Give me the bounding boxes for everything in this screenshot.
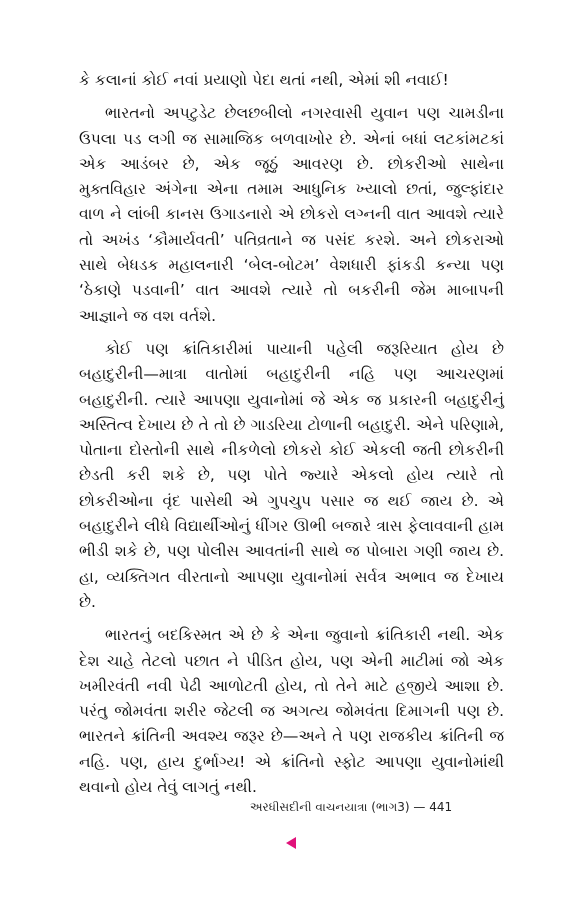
paragraph-1: કે કલાનાં કોઈ નવાં પ્રયાણો પેદા થતાં નથી, એમાં શી નવાઈ! xyxy=(79,71,449,89)
paragraph-4: ભારતનું બદકિસ્મત એ છે કે એના જુવાનો ક્રાંતિકારી નથી. એક દેશ ચાહે તેટલો પછાત ને પીડિત હોય, પણ એની માટીમાં જો એક ખમીરવંતી નવી પેઢી આળોટતી હોય, તો તેને માટે હજીયે આશા છે. પરંતુ જોમવંતા શરીર જેટલી જ અગત્ય જોમવંતા દિમાગની પણ છે. ભારતને ક્રાંતિની અવશ્ય જરૂર છે—અને તે પણ રાજકીય ક્રાંતિની જ નહિ. પણ, હાય દુર્ભાગ્ય! એ ક્રાંતિનો સ્ફોટ આપણા યુવાનોમાંથી થવાનો હોય તેવું લાગતું નથી. xyxy=(79,626,504,797)
previous-page-arrow-icon[interactable] xyxy=(286,837,296,849)
paragraph-2: ભારતનો અપટુડેટ છેલછબીલો નગરવાસી યુવાન પણ ચામડીના ઉપલા પડ લગી જ સામાજિક બળવાખોર છે. એનાં બધાં લટકાંમટકાં એક આડંબર છે, એક જૂઠું આવરણ છે. છોકરીઓ સાથેના મુક્તવિહાર અંગેના એના તમામ આધુનિક ખ્યાલો છતાં, જુલ્ફાંદાર વાળ ને લાંબી કાનસ ઉગાડનારો એ છોકરો લગ્નની વાત આવશે ત્યારે તો અખંડ ‘કૌમાર્યવતી’ પતિવ્રતાને જ પસંદ કરશે. અને છોકરાઓ સાથે બેધડક મહાલનારી ‘બેલ-બોટમ’ વેશધારી ફાંકડી કન્યા પણ ‘ઠેકાણે પડવાની’ વાત આવશે ત્યારે તો બકરીની જેમ માબાપની આજ્ઞાને જ વશ વર્તશે. xyxy=(79,104,504,325)
body-text xyxy=(79,68,504,800)
page-footer xyxy=(0,800,582,815)
footer-text: અરધીસદીની વાચનયાત્રા (ભાગ3) — 441 xyxy=(249,800,453,814)
paragraph-3: કોઈ પણ ક્રાંતિકારીમાં પાયાની પહેલી જરૂરિયાત હોય છે બહાદુરીની—માત્રા વાતોમાં બહાદુરીની નહિ પણ આચરણમાં બહાદુરીની. ત્યારે આપણા યુવાનોમાં જે એક જ પ્રકારની બહાદુરીનું અસ્તિત્વ દેખાય છે તે તો છે ગાડરિયા ટોળાની બહાદુરી. એને પરિણામે, પોતાના દોસ્તોની સાથે નીકળેલો છોકરો કોઈ એકલી જતી છોકરીની છેડતી કરી શકે છે, પણ પોતે જ્યારે એકલો હોય ત્યારે તો છોકરીઓના વૃંદ પાસેથી એ ગુપચુપ પસાર જ થઈ જાય છે. એ બહાદુરીને લીધે વિદ્યાર્થીઓનું ધીંગર ઊભી બજારે ત્રાસ ફેલાવવાની હામ ભીડી શકે છે, પણ પોલીસ આવતાંની સાથે જ પોબારા ગણી જાય છે. હા, વ્યક્તિગત વીરતાનો આપણા યુવાનોમાં સર્વત્ર અભાવ જ દેખાય છે. xyxy=(79,339,504,611)
